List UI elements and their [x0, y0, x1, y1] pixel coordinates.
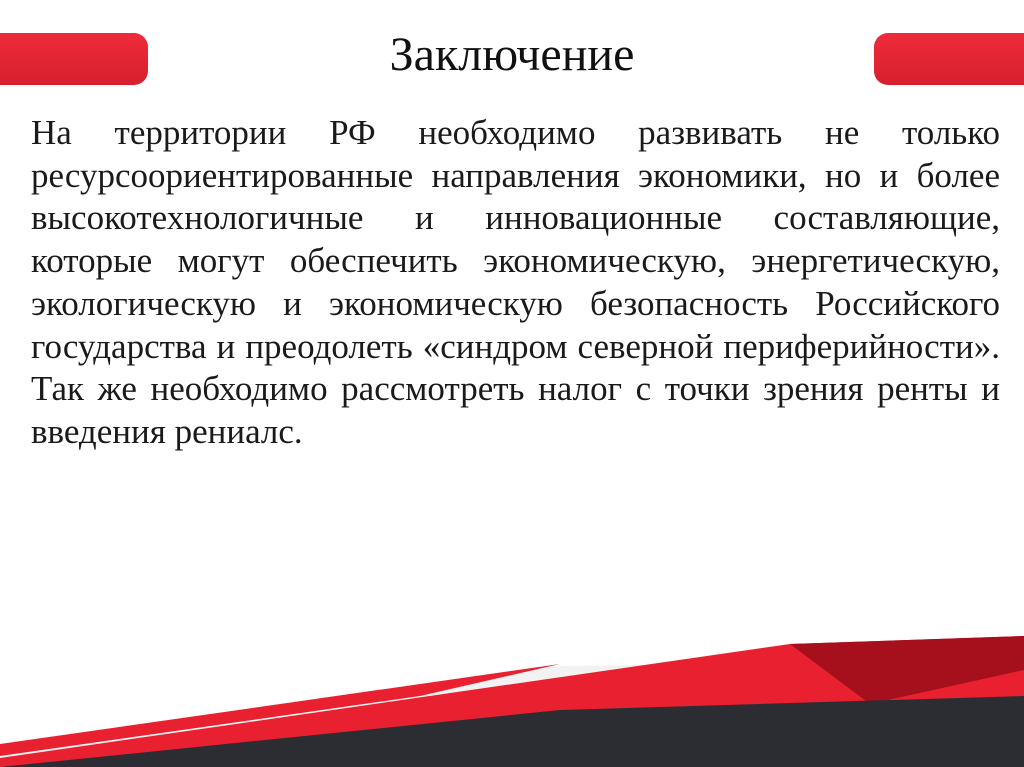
bottom-decoration — [0, 600, 1024, 767]
slide-title: Заключение — [389, 28, 635, 81]
slide-body-text: На территории РФ необходимо развивать не только ресурсоориентированные направления экономики, но и более высокотехнологичные и инновационные составляющие, которые могут обеспечить экономическую, энергетическую, экологическую и экономическую безопасность Российского государства и преодолеть «синдром северной периферийности». Так же необходимо рассмотреть налог с точки зрения ренты и введения рениалс. — [31, 113, 1000, 451]
